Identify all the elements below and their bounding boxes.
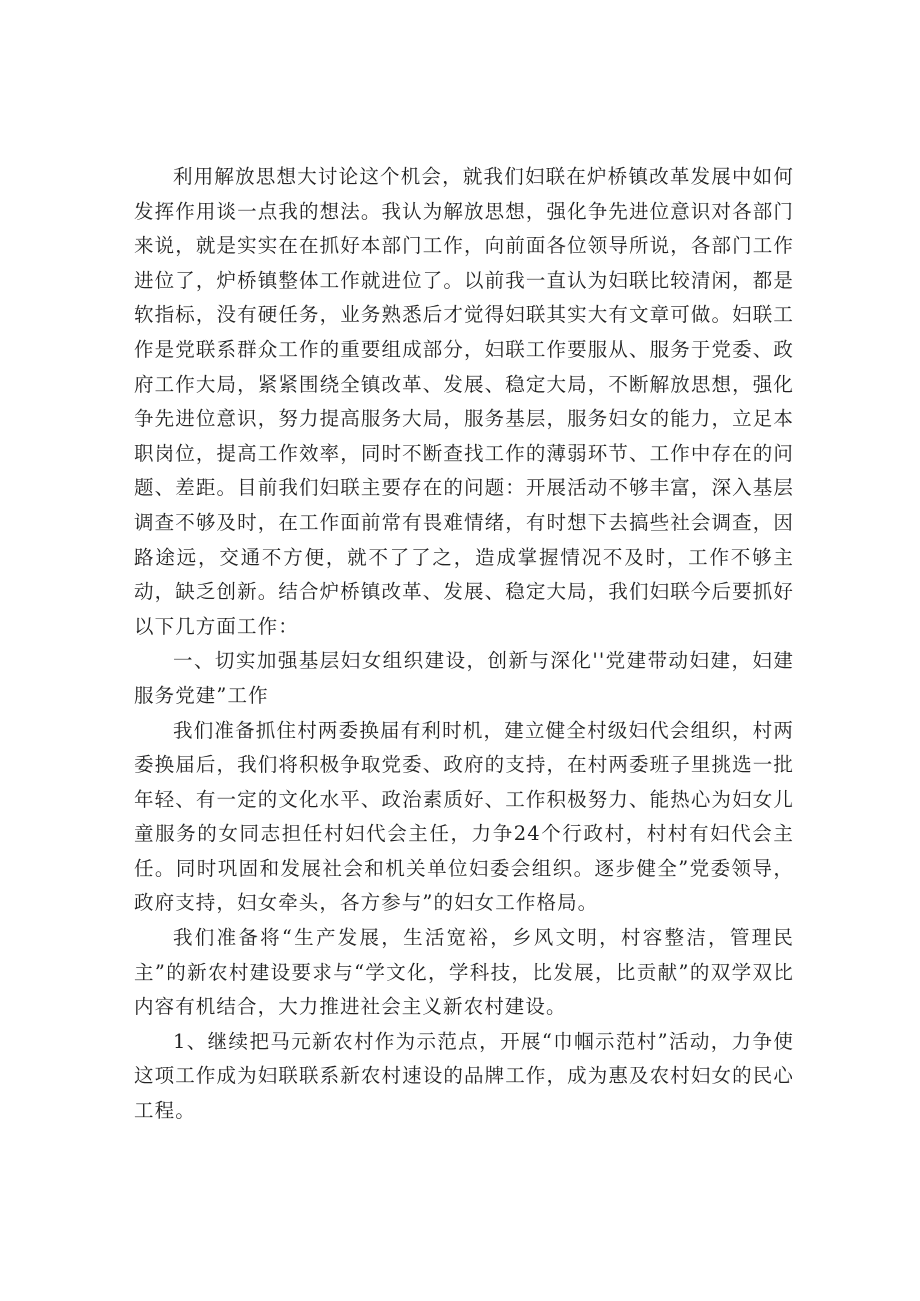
list-item-1: 1、继续把马元新农村作为示范点，开展“巾帼示范村”活动，力争使这项工作成为妇联联系新农村速设的品牌工作，成为惠及农村妇女的民心工程。 — [134, 1029, 794, 1123]
paragraph-new-countryside: 我们准备将“生产发展，生活宽裕，乡风文明，村容整洁，管理民主”的新农村建设要求与“学文化，学科技，比发展，比贡献”的双学双比内容有机结合，大力推进社会主义新农村建设。 — [134, 926, 794, 1019]
paragraph-organization: 我们准备抓住村两委换届有利时机，建立健全村级妇代会组织，村两委换届后，我们将积极争取党委、政府的支持，在村两委班子里挑选一批年轻、有一定的文化水平、政治素质好、工作积极努力、能热心为妇女儿童服务的女同志担任村妇代会主任，力争24个行政村，村村有妇代会主任。同时巩固和发展社会和机关单位妇委会组织。逐步健全”党委领导，政府支持，妇女牵头，各方参与”的妇女工作格局。 — [134, 718, 794, 915]
document-body — [134, 160, 794, 1129]
section-heading-1: 一、切实加强基层妇女组织建设，创新与深化''党建带动妇建，妇建服务党建”工作 — [134, 649, 794, 707]
paragraph-intro: 利用解放思想大讨论这个机会，就我们妇联在炉桥镇改革发展中如何发挥作用谈一点我的想法。我认为解放思想，强化争先进位意识对各部门来说，就是实实在在抓好本部门工作，向前面各位领导所说，各部门工作进位了，炉桥镇整体工作就进位了。以前我一直认为妇联比较清闲，都是软指标，没有硬任务，业务熟悉后才觉得妇联其实大有文章可做。妇联工作是党联系群众工作的重要组成部分，妇联工作要服从、服务于党委、政府工作大局，紧紧围绕全镇改革、发展、稳定大局，不断解放思想，强化争先进位意识，努力提高服务大局，服务基层，服务妇女的能力，立足本职岗位，提高工作效率，同时不断查找工作的薄弱环节、工作中存在的问题、差距。目前我们妇联主要存在的问题：开展活动不够丰富，深入基层调查不够及时，在工作面前常有畏难情绪，有时想下去搞些社会调查，因路途远，交通不方便，就不了了之，造成掌握情况不及时，工作不够主动，缺乏创新。结合炉桥镇改革、发展、稳定大局，我们妇联今后要抓好以下几方面工作： — [134, 165, 794, 638]
